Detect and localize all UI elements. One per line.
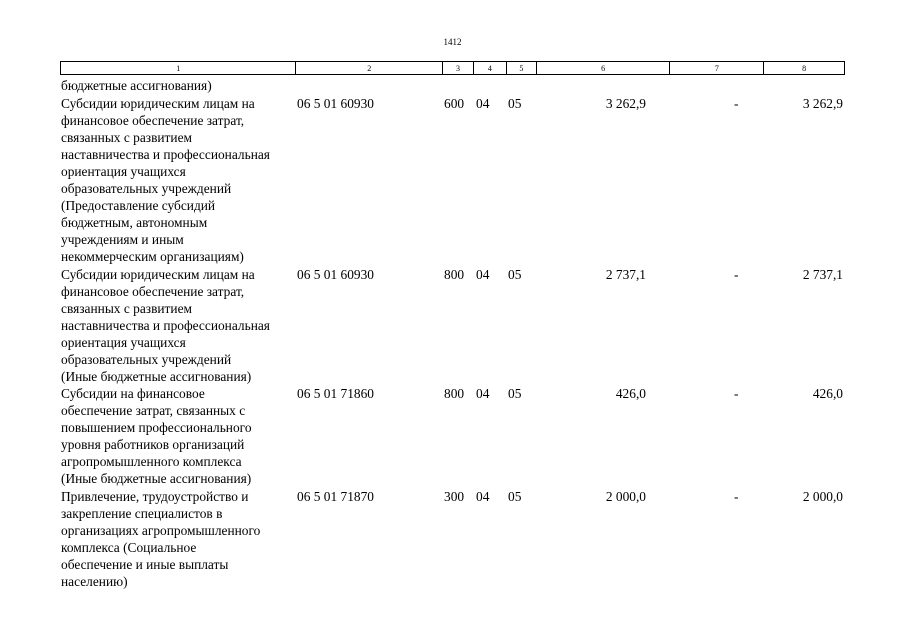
row-col-3: 800 [444, 386, 465, 401]
row-code: 06 5 01 71870 [297, 488, 374, 504]
row-col-5: 05 [508, 95, 522, 111]
row-col-3: 300 [444, 488, 465, 504]
continuation-text: бюджетные ассигнования) [61, 78, 212, 93]
row-col-7: - [734, 95, 739, 111]
row-4-description: Привлечение, трудоустройство и закрепление специалистов в организациях агропромышленного комплекса (Социальное обеспечение и иные выплаты населению) [61, 488, 261, 589]
row-col-6: 3 262,9 [605, 95, 646, 111]
row-col-8: 3 262,9 [802, 95, 843, 111]
row-code: 06 5 01 71860 [297, 386, 374, 401]
header-col-2: 2 [296, 62, 443, 74]
row-col-5: 05 [508, 266, 522, 282]
row-col-8: 2 000,0 [802, 488, 843, 504]
row-col-5: 05 [508, 386, 522, 401]
header-col-1: 1 [61, 62, 296, 74]
header-col-5: 5 [507, 62, 537, 74]
row-col-6: 426,0 [615, 386, 646, 401]
header-col-4: 4 [474, 62, 507, 74]
row-3-description: Субсидии на финансовое обеспечение затрат, связанных с повышением профессионального уровня работников организаций агропромышленного комплекса (Иные бюджетные ассигнования) [61, 386, 252, 487]
row-col-8: 2 737,1 [802, 266, 843, 282]
row-col-6: 2 737,1 [605, 266, 646, 282]
row-col-5: 05 [508, 488, 522, 504]
row-col-4: 04 [476, 488, 490, 504]
header-col-7: 7 [670, 62, 764, 74]
row-col-6: 2 000,0 [605, 488, 646, 504]
row-col-7: - [734, 488, 739, 504]
row-col-4: 04 [476, 95, 490, 111]
header-col-8: 8 [802, 64, 807, 73]
row-code: 06 5 01 60930 [297, 266, 374, 282]
header-col-3: 3 [443, 62, 474, 74]
row-2-description: Субсидии юридическим лицам на финансовое обеспечение затрат, связанных с развитием наставничества и профессиональная ориентация учащихся образовательных учреждений (Иные бюджетные ассигнования) [61, 266, 270, 385]
row-col-3: 600 [444, 95, 465, 111]
row-1-description: Субсидии юридическим лицам на финансовое обеспечение затрат, связанных с развитием наставничества и профессиональная ориентация учащихся образовательных учреждений (Предоставление субсидий бюджетным, автономным учреждениям и иным некоммерческим организациям) [61, 95, 270, 265]
row-col-3: 800 [444, 266, 465, 282]
row-col-7: - [734, 386, 739, 401]
row-col-4: 04 [476, 266, 490, 282]
row-code: 06 5 01 60930 [297, 95, 374, 111]
row-col-7: - [734, 266, 739, 282]
row-col-4: 04 [476, 386, 490, 401]
table-header [60, 61, 845, 75]
row-col-8: 426,0 [812, 386, 843, 401]
page-number: 1412 [443, 37, 462, 47]
header-col-6: 6 [537, 62, 671, 74]
